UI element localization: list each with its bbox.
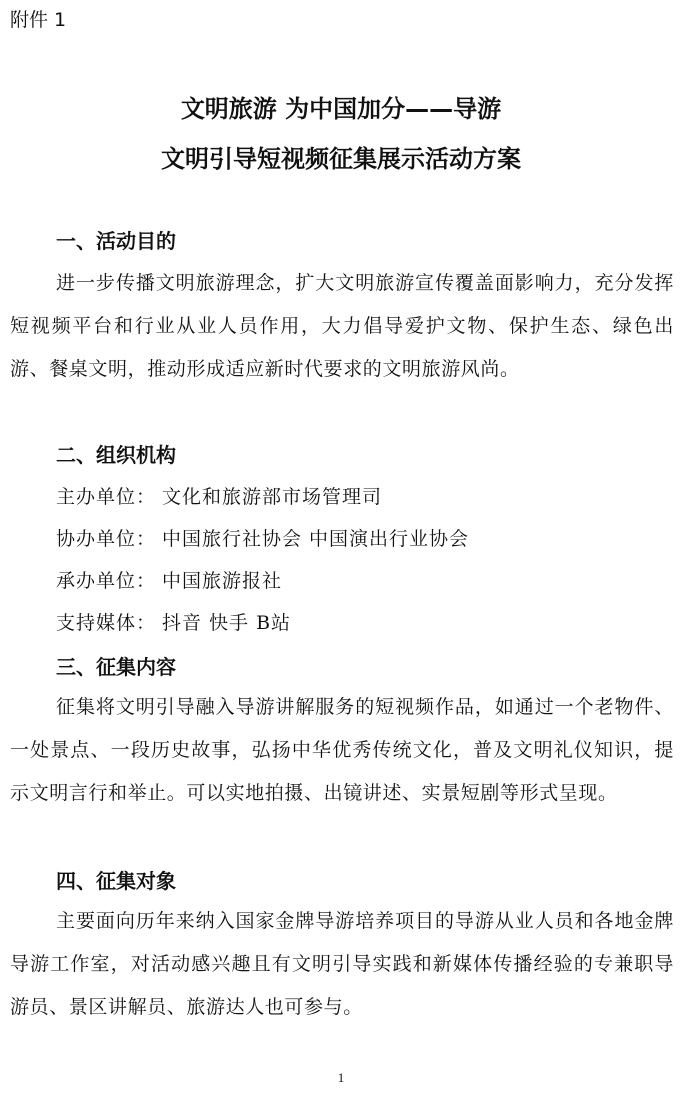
section-body-purpose: 进一步传播文明旅游理念，扩大文明旅游宣传覆盖面影响力，充分发挥短视频平台和行业从业人员作用，大力倡导爱护文物、保护生态、绿色出游、餐桌文明，推动形成适应新时代要求的文明旅游风尚。 (10, 272, 674, 380)
section-heading-organization: 二、组织机构 (56, 443, 176, 467)
org-item-label: 承办单位： (56, 570, 157, 592)
org-item-media (56, 608, 291, 638)
org-item-value: 中国旅行社协会 中国演出行业协会 (162, 528, 470, 550)
org-item-host (56, 482, 382, 512)
section-body-content: 征集将文明引导融入导游讲解服务的短视频作品，如通过一个老物件、一处景点、一段历史故事，弘扬中华优秀传统文化，普及文明礼仪知识，提示文明言行和举止。可以实地拍摄、出镜讲述、实景短剧等形式呈现。 (10, 696, 674, 804)
document-title-line-2: 文明引导短视频征集展示活动方案 (161, 145, 521, 173)
attachment-label: 附件 1 (10, 9, 67, 31)
section-heading-target: 四、征集对象 (56, 869, 176, 893)
org-item-value: 文化和旅游部市场管理司 (162, 486, 383, 508)
org-item-co-host (56, 524, 469, 554)
org-item-label: 支持媒体： (56, 612, 157, 634)
document-title-line-1: 文明旅游 为中国加分——导游 (180, 95, 502, 123)
org-item-value: 抖音 快手 B站 (162, 612, 292, 634)
section-heading-purpose: 一、活动目的 (56, 229, 176, 253)
org-item-organizer (56, 566, 282, 596)
section-heading-content: 三、征集内容 (56, 655, 176, 679)
org-item-label: 主办单位： (56, 486, 157, 508)
org-item-value: 中国旅游报社 (162, 570, 283, 592)
section-body-target: 主要面向历年来纳入国家金牌导游培养项目的导游从业人员和各地金牌导游工作室，对活动感兴趣且有文明引导实践和新媒体传播经验的专兼职导游员、景区讲解员、旅游达人也可参与。 (10, 910, 674, 1018)
org-item-label: 协办单位： (56, 528, 157, 550)
page-number: 1 (337, 1070, 345, 1085)
